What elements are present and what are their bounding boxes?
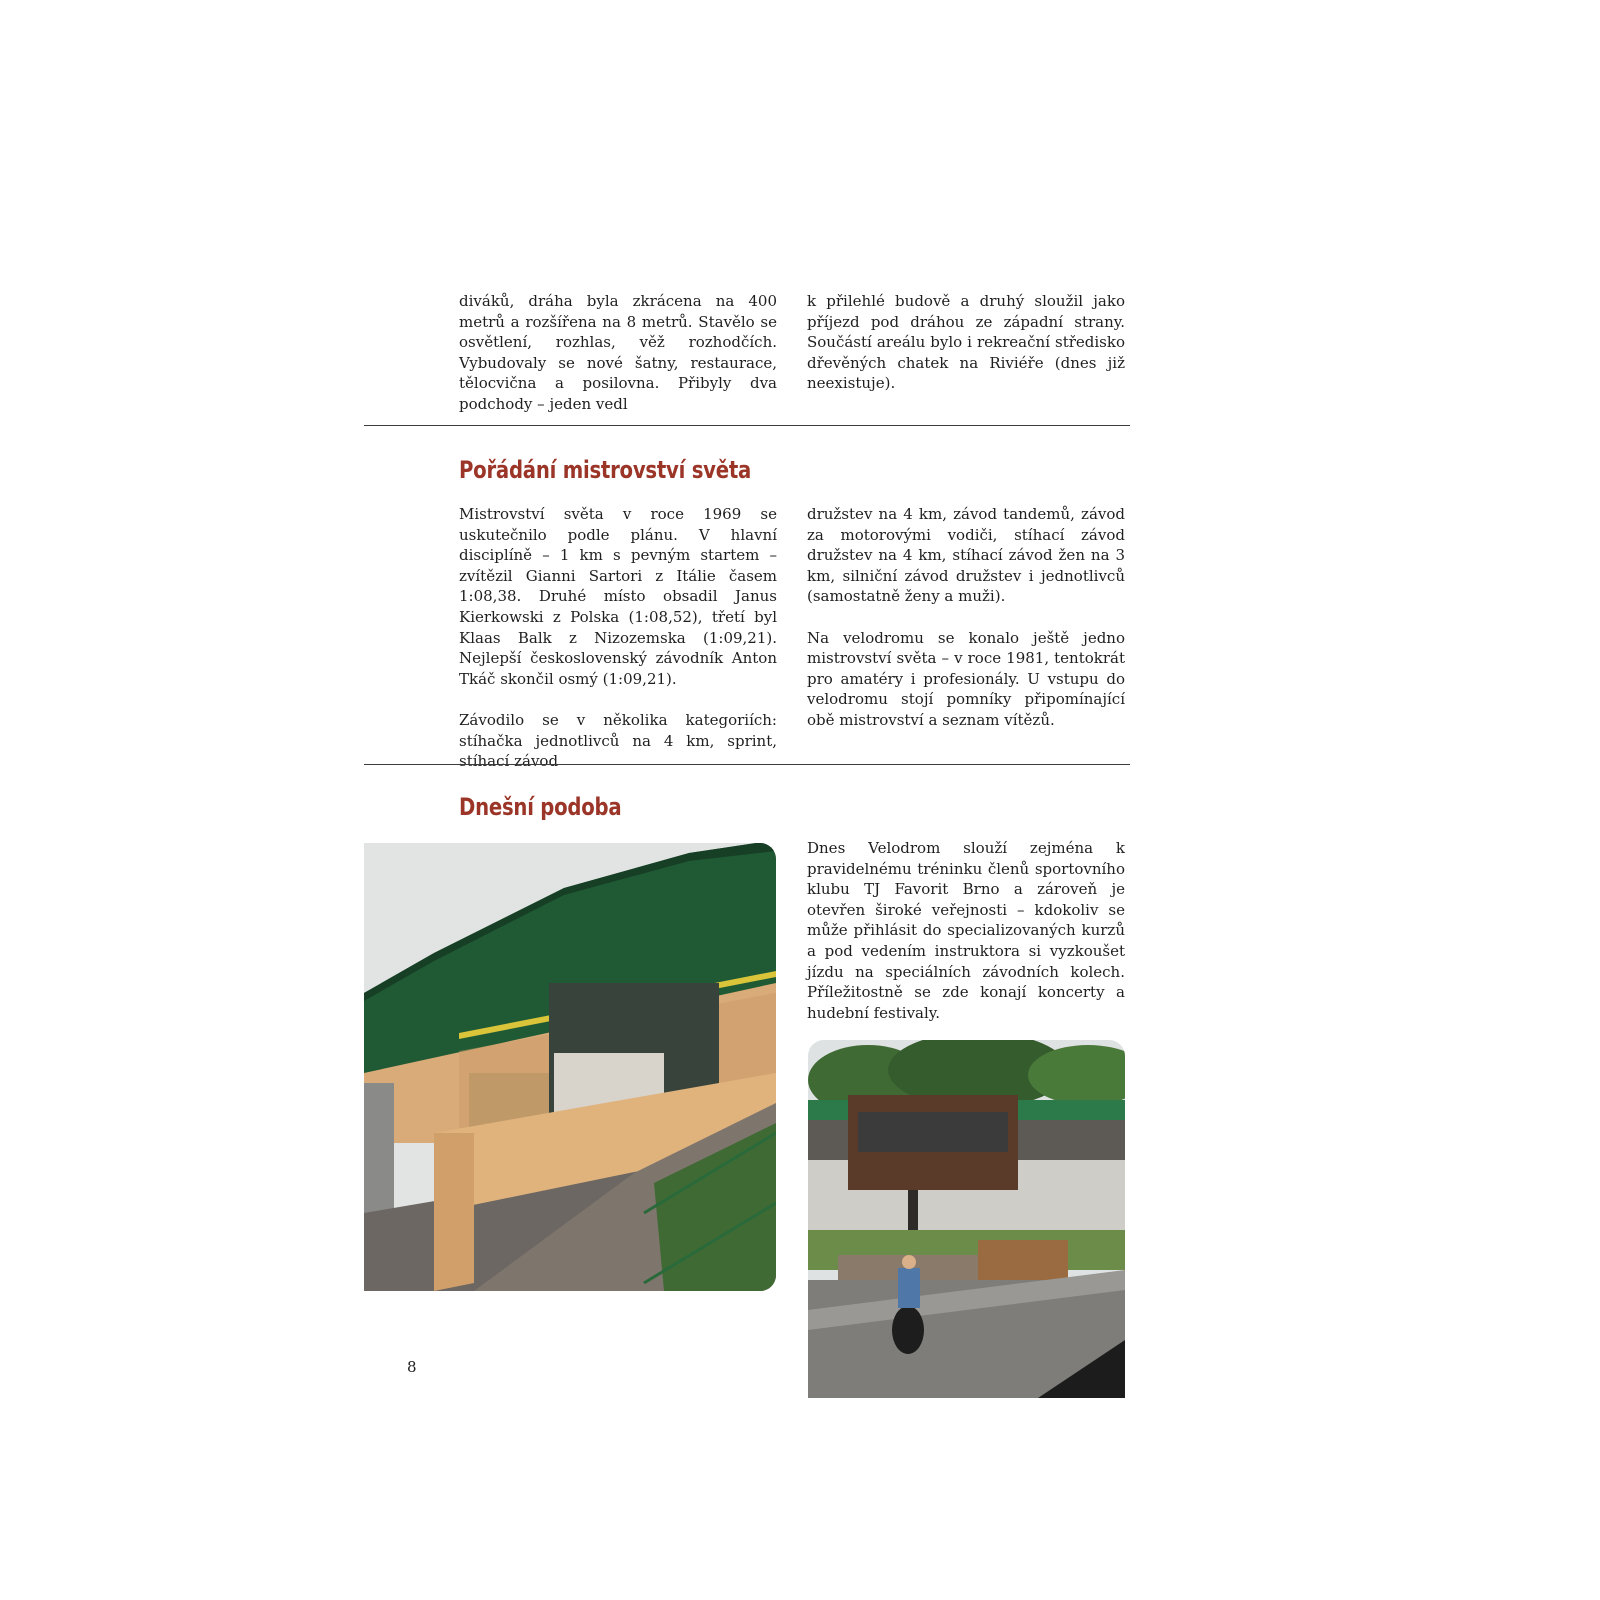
page-number: 8 bbox=[407, 1358, 417, 1376]
grandstand-photo bbox=[364, 843, 776, 1291]
section3-column-right bbox=[807, 838, 1125, 1023]
section-divider-1 bbox=[364, 425, 1130, 426]
section2-column-left bbox=[459, 504, 777, 772]
section3-right-text: Dnes Velodrom slouží zejména k pravidelnému tréninku členů sportovního klubu TJ Favorit Brno a zároveň je otevřen široké veřejnosti – kdokoliv se může přihlásit do specializovaných kurzů a pod vedením instruktora si vyzkoušet jízdu na speciálních závodních kolech. Příležitostně se zde konají koncerty a hudební festivaly. bbox=[807, 839, 1125, 1022]
section1-left-text: diváků, dráha byla zkrácena na 400 metrů a rozšířena na 8 metrů. Stavělo se osvětlení, rozhlas, věž rozhodčích. Vybudovaly se nové šatny, restaurace, tělocvična a posilovna. Přibyly dva podchody – jeden vedl bbox=[459, 292, 777, 413]
referee-tower-photo bbox=[808, 1040, 1125, 1398]
section-divider-2 bbox=[364, 764, 1130, 765]
section1-column-right bbox=[807, 291, 1125, 394]
section2-left-paragraph-2: Závodilo se v několika kategoriích: stíhačka jednotlivců na 4 km, sprint, stíhací závod bbox=[459, 710, 777, 771]
section1-column-left bbox=[459, 291, 777, 415]
section2-heading: Pořádání mistrovství světa bbox=[459, 456, 752, 484]
section2-left-paragraph-1: Mistrovství světa v roce 1969 se uskutečnilo podle plánu. V hlavní disciplíně – 1 km s pevným startem – zvítězil Gianni Sartori z Itálie časem 1:08,38. Druhé místo obsadil Janus Kierkowski z Polska (1:08,52), třetí byl Klaas Balk z Nizozemska (1:09,21). Nejlepší československý závodník Anton Tkáč skončil osmý (1:09,21). bbox=[459, 505, 777, 688]
section3-heading: Dnešní podoba bbox=[459, 793, 622, 821]
section2-right-paragraph-1: družstev na 4 km, závod tandemů, závod za motorovými vodiči, stíhací závod družstev na 4 km, stíhací závod žen na 3 km, silniční závod družstev i jednotlivců (samostatně ženy a muži). bbox=[807, 505, 1125, 606]
section2-column-right bbox=[807, 504, 1125, 731]
section1-right-text: k přilehlé budově a druhý sloužil jako příjezd pod dráhou ze západní strany. Součástí areálu bylo i rekreační středisko dřevěných chatek na Riviéře (dnes již neexistuje). bbox=[807, 292, 1125, 393]
section2-right-paragraph-2: Na velodromu se konalo ještě jedno mistrovství světa – v roce 1981, tentokrát pro amatéry i profesionály. U vstupu do velodromu stojí pomníky připomínající obě mistrovství a seznam vítězů. bbox=[807, 628, 1125, 729]
